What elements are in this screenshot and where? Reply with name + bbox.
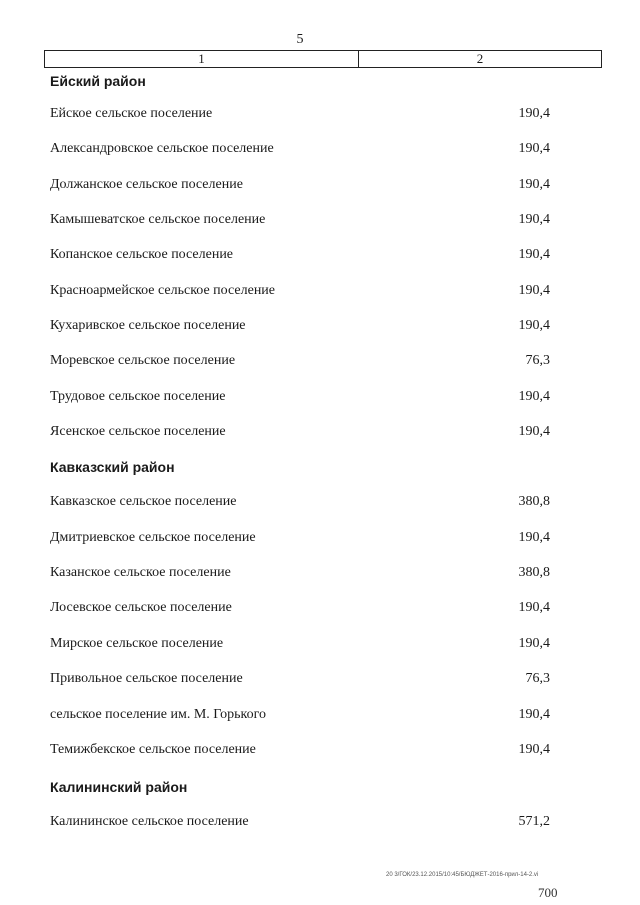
column-2-header: 2 bbox=[476, 51, 484, 66]
table-row bbox=[50, 174, 550, 196]
settlement-value: 190,4 bbox=[518, 177, 550, 192]
settlement-value: 190,4 bbox=[518, 530, 550, 545]
settlement-name: Ейское сельское поселение bbox=[50, 106, 213, 121]
settlement-name: Красноармейское сельское поселение bbox=[50, 283, 276, 298]
settlement-name: Трудовое сельское поселение bbox=[50, 389, 226, 404]
table-row bbox=[50, 386, 550, 408]
table-row bbox=[50, 491, 550, 513]
settlement-value: 380,8 bbox=[518, 494, 550, 509]
settlement-value: 190,4 bbox=[518, 141, 550, 156]
district-heading: Калининский район bbox=[50, 779, 188, 795]
settlement-name: Должанское сельское поселение bbox=[50, 177, 243, 192]
settlement-value: 190,4 bbox=[518, 600, 550, 615]
table-row bbox=[50, 739, 550, 761]
settlement-name: сельское поселение им. М. Горького bbox=[50, 707, 267, 722]
column-1-header: 1 bbox=[45, 51, 359, 67]
settlement-value: 76,3 bbox=[525, 353, 550, 368]
table-row bbox=[50, 597, 550, 619]
footer-document-ref: 20 3/ГОК/23.12.2015/10:45/БЮДЖЕТ-2016-прил-14-2.vi bbox=[386, 872, 539, 878]
table-row bbox=[50, 103, 550, 125]
settlement-value: 190,4 bbox=[518, 283, 550, 298]
settlement-name: Кухаривское сельское поселение bbox=[50, 318, 246, 333]
settlement-value: 190,4 bbox=[518, 424, 550, 439]
settlement-value: 190,4 bbox=[518, 742, 550, 757]
table-row bbox=[50, 421, 550, 443]
settlement-value: 190,4 bbox=[518, 636, 550, 651]
settlement-value: 76,3 bbox=[525, 671, 550, 686]
settlement-name: Калининское сельское поселение bbox=[50, 814, 249, 829]
table-row bbox=[50, 527, 550, 549]
settlement-name: Лосевское сельское поселение bbox=[50, 600, 232, 615]
table-row bbox=[50, 280, 550, 302]
settlement-value: 571,2 bbox=[518, 814, 550, 829]
table-row bbox=[50, 350, 550, 372]
page-number: 5 bbox=[296, 32, 304, 47]
table-row bbox=[50, 704, 550, 726]
settlement-name: Темижбекское сельское поселение bbox=[50, 742, 256, 757]
settlement-name: Камышеватское сельское поселение bbox=[50, 212, 266, 227]
table-row bbox=[50, 811, 550, 833]
table-row bbox=[50, 633, 550, 655]
settlement-name: Казанское сельское поселение bbox=[50, 565, 231, 580]
settlement-name: Копанское сельское поселение bbox=[50, 247, 234, 262]
settlement-value: 190,4 bbox=[518, 318, 550, 333]
table-row bbox=[50, 209, 550, 231]
settlement-name: Привольное сельское поселение bbox=[50, 671, 243, 686]
settlement-name: Ясенское сельское поселение bbox=[50, 424, 226, 439]
settlement-name: Александровское сельское поселение bbox=[50, 141, 274, 156]
settlement-value: 190,4 bbox=[518, 212, 550, 227]
settlement-value: 380,8 bbox=[518, 565, 550, 580]
settlement-value: 190,4 bbox=[518, 247, 550, 262]
settlement-value: 190,4 bbox=[518, 389, 550, 404]
table-row bbox=[50, 138, 550, 160]
table-row bbox=[50, 315, 550, 337]
table-row bbox=[50, 668, 550, 690]
district-heading: Ейский район bbox=[50, 73, 146, 89]
district-heading: Кавказский район bbox=[50, 459, 175, 475]
settlement-name: Мирское сельское поселение bbox=[50, 636, 224, 651]
footer-page-number: 700 bbox=[538, 885, 558, 900]
table-row bbox=[50, 562, 550, 584]
settlement-name: Кавказское сельское поселение bbox=[50, 494, 237, 509]
table-row bbox=[50, 244, 550, 266]
settlement-value: 190,4 bbox=[518, 106, 550, 121]
settlement-name: Дмитриевское сельское поселение bbox=[50, 530, 256, 545]
table-header bbox=[44, 50, 602, 68]
settlement-name: Моревское сельское поселение bbox=[50, 353, 236, 368]
settlement-value: 190,4 bbox=[518, 707, 550, 722]
